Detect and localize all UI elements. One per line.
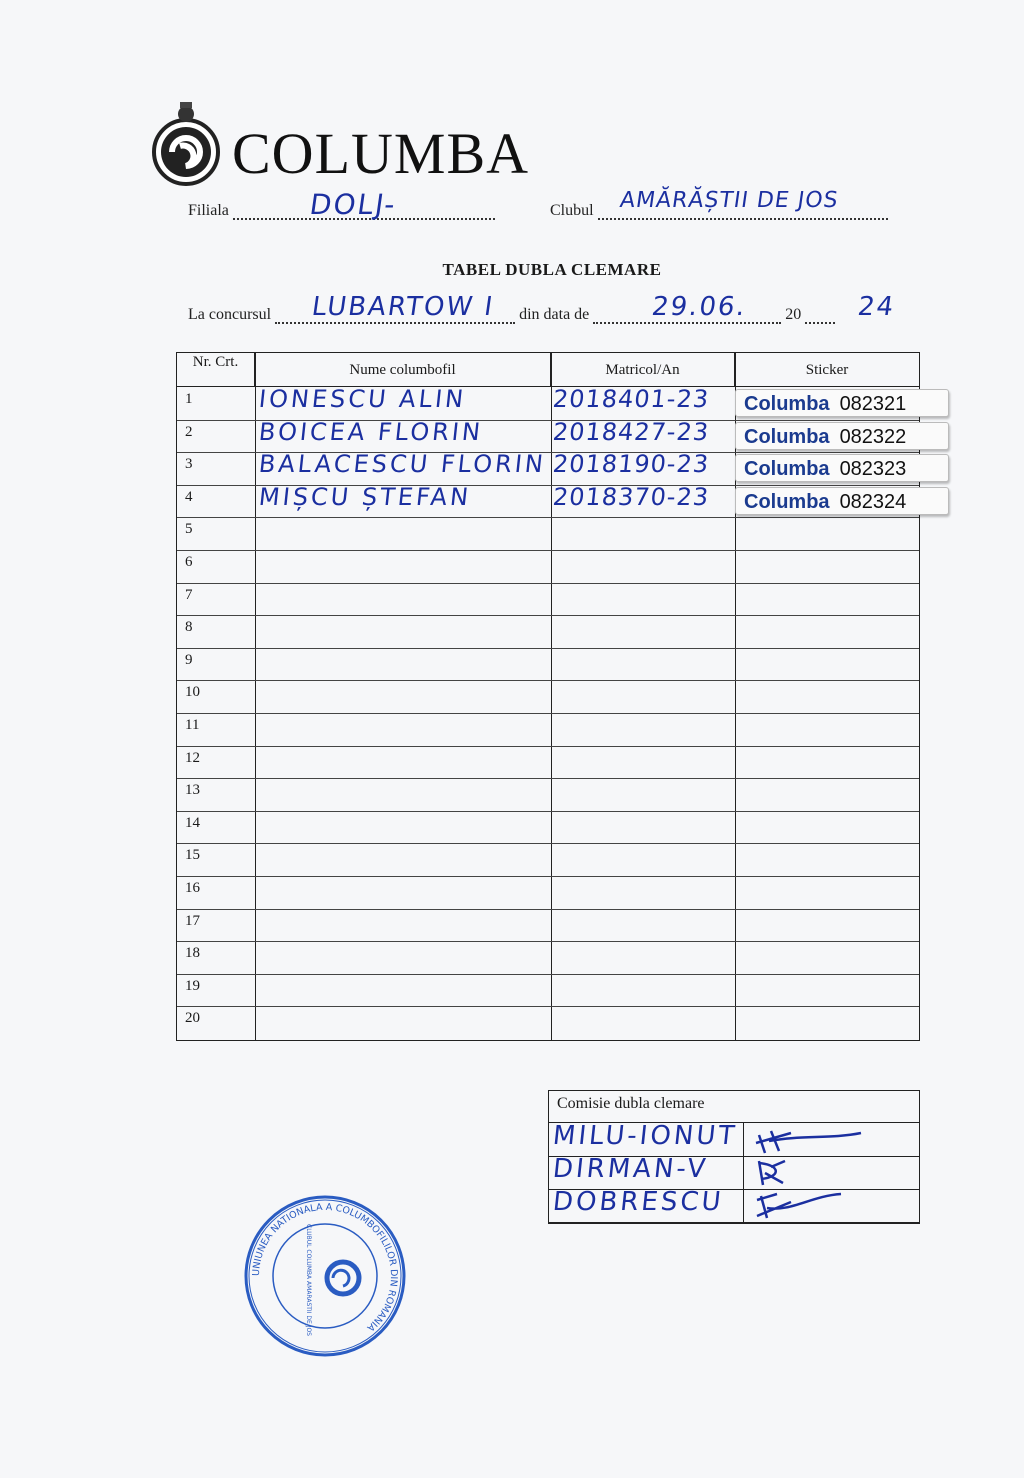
table-row xyxy=(177,909,919,943)
fancier-name: BALACESCU FLORIN xyxy=(257,450,548,479)
ring-number: 2018427-23 xyxy=(551,417,711,446)
sticker-label xyxy=(735,422,949,450)
sticker-brand: Columba xyxy=(744,425,830,448)
date-value: 29.06. xyxy=(649,292,749,322)
table-row xyxy=(177,974,919,1008)
table-row xyxy=(177,648,919,682)
row-number: 20 xyxy=(185,1010,200,1027)
ring-number: 2018401-23 xyxy=(551,385,711,413)
signature-3 xyxy=(751,1190,871,1222)
year-field[interactable] xyxy=(805,304,835,324)
table-row xyxy=(177,417,919,454)
row-number: 1 xyxy=(185,391,193,407)
commission-member: DIRMAN-V xyxy=(551,1154,710,1184)
table-row xyxy=(177,713,919,747)
header-name: Nume columbofil xyxy=(255,353,551,387)
row-number: 19 xyxy=(185,977,200,994)
sticker-code: 082323 xyxy=(839,458,907,481)
date-label: din data de xyxy=(519,306,590,323)
header-nr: Nr. Crt. xyxy=(177,353,255,387)
filiala-label: Filiala xyxy=(188,202,229,219)
signature-2 xyxy=(751,1157,871,1189)
logo-wordmark: COLUMBA xyxy=(232,121,530,186)
sticker-code: 082322 xyxy=(839,425,907,448)
row-number: 18 xyxy=(185,945,200,962)
page-title: TABEL DUBLA CLEMARE xyxy=(442,260,662,279)
sticker-brand: Columba xyxy=(744,490,830,513)
table-row xyxy=(177,843,919,877)
row-number: 14 xyxy=(185,814,200,831)
row-number: 8 xyxy=(185,619,193,636)
fancier-name: BOICEA FLORIN xyxy=(257,417,485,446)
commission-member: DOBRESCU xyxy=(551,1187,726,1217)
signature-1 xyxy=(751,1125,871,1157)
sticker-code: 082324 xyxy=(839,490,907,513)
col-divider xyxy=(743,1123,744,1223)
concurs-value: LUBARTOW I xyxy=(309,292,497,322)
table-row xyxy=(177,387,919,421)
sticker-label xyxy=(735,454,949,482)
year-suffix: 24 xyxy=(855,292,898,322)
commission-member: MILU-IONUT xyxy=(551,1121,739,1151)
sticker-code: 082321 xyxy=(839,393,907,415)
club-stamp xyxy=(243,1194,407,1358)
commission-box xyxy=(548,1090,920,1224)
clubul-label: Clubul xyxy=(550,202,594,219)
clemare-table xyxy=(176,352,920,1041)
table-row xyxy=(177,583,919,617)
table-row xyxy=(177,482,919,519)
header-matricol: Matricol/An xyxy=(551,353,735,387)
sticker-brand: Columba xyxy=(744,458,830,481)
row-number: 6 xyxy=(185,554,193,570)
row-number: 11 xyxy=(185,717,200,733)
row-number: 12 xyxy=(185,749,200,766)
table-row xyxy=(177,452,919,486)
sticker-label xyxy=(735,389,949,417)
fancier-name: MIȘCU ȘTEFAN xyxy=(257,482,473,511)
clubul-value: AMĂRĂȘTII DE JOS xyxy=(618,188,841,213)
table-row xyxy=(177,941,919,975)
row-number: 9 xyxy=(185,651,193,668)
row-number: 10 xyxy=(185,684,200,701)
year-prefix: 20 xyxy=(785,306,802,323)
commission-title: Comisie dubla clemare xyxy=(549,1091,919,1123)
stamp-outer-text: UNIUNEA NATIONALA A COLUMBOFILILOR DIN ROMANIA xyxy=(250,1201,400,1334)
table-row xyxy=(177,680,919,714)
columba-crest-icon xyxy=(150,100,226,190)
row-number: 2 xyxy=(185,423,193,440)
row-number: 7 xyxy=(185,586,193,603)
table-row xyxy=(177,778,919,812)
stamp-inner-text: CLUBUL COLUMBA AMARASTII DE JOS xyxy=(305,1224,312,1336)
row-number: 15 xyxy=(185,847,200,864)
filiala-value: DOLJ- xyxy=(307,188,399,221)
table-row xyxy=(177,1006,919,1039)
table-row xyxy=(177,517,919,551)
sticker-brand: Columba xyxy=(744,393,830,415)
concurs-label: La concursul xyxy=(188,306,272,323)
header-sticker: Sticker xyxy=(735,353,919,387)
ring-number: 2018370-23 xyxy=(551,482,711,511)
columba-logo xyxy=(150,100,570,192)
row-number: 5 xyxy=(185,521,193,538)
ring-number: 2018190-23 xyxy=(551,450,711,479)
table-row xyxy=(177,615,919,649)
fancier-name: IONESCU ALIN xyxy=(257,385,468,413)
sticker-label xyxy=(735,487,949,515)
table-row xyxy=(177,746,919,780)
row-number: 17 xyxy=(185,912,200,929)
row-number: 3 xyxy=(185,456,193,473)
table-row xyxy=(177,876,919,910)
table-row xyxy=(177,550,919,584)
row-number: 13 xyxy=(185,782,200,799)
table-row xyxy=(177,811,919,845)
row-number: 4 xyxy=(185,488,193,505)
row-number: 16 xyxy=(185,880,200,896)
